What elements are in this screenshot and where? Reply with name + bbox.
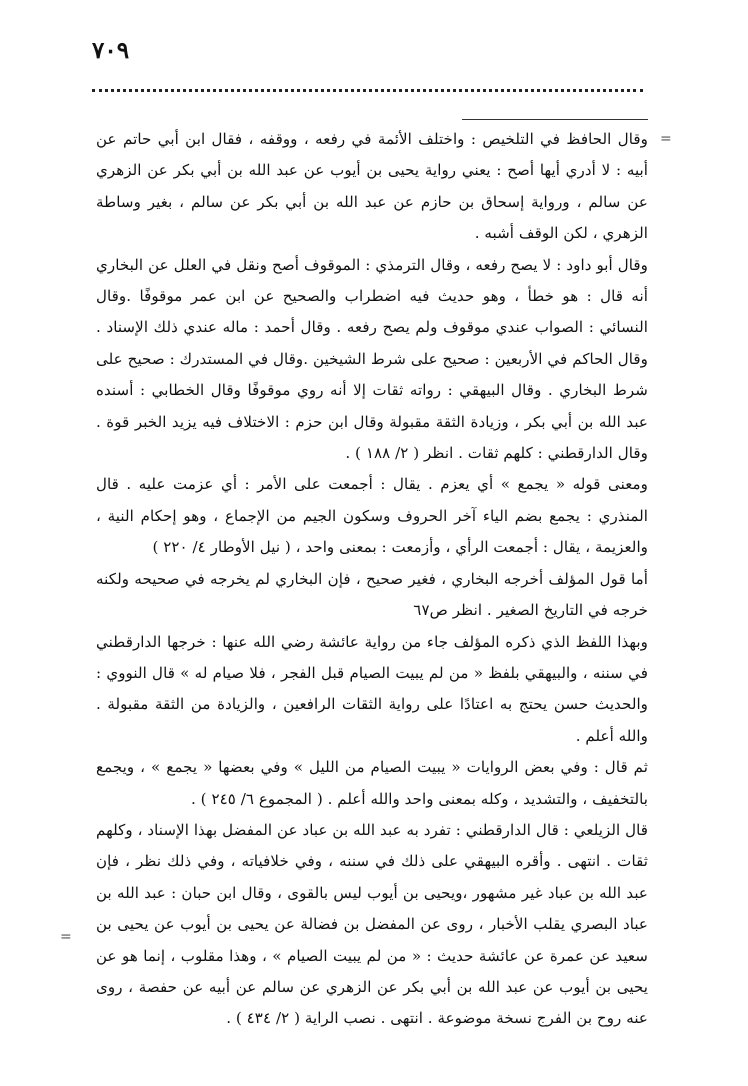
paragraph-aisha-narration: وبهذا اللفظ الذي ذكره المؤلف جاء من رواية عائشة رضي الله عنها : خرجها الدارقطني في سننه ، والبيهقي بلفظ « من لم يبيت الصيام قبل الفجر ، فلا صيام له » قال النووي : والحديث حسن يحتج به اعتادًا على رواية الثقات الرافعين ، والزيادة من الثقة مقبولة . والله أعلم . xyxy=(96,632,648,745)
footnote-body xyxy=(96,124,648,1035)
paragraph-abu-dawud: وقال أبو داود : لا يصح رفعه ، وقال الترمذي : الموقوف أصح ونقل في العلل عن البخاري أنه قال : هو خطأ ، وهو حديث فيه اضطراب والصحيح عن ابن عمر موقوفًا .وقال النسائي : الصواب عندي موقوف ولم يصح رفعه . وقال أحمد : ماله عندي ذلك الإسناد . وقال الحاكم في الأربعين : صحيح على شرط الشيخين .وقال في المستدرك : صحيح على شرط البخاري . وقال البيهقي : رواته ثقات إلا أنه روي موقوفًا وقال الخطابي : أسنده عبد الله بن أبي بكر ، وزيادة الثقة مقبولة وقال ابن حزم : الاختلاف فيه يزيد الخبر قوة . وقال الدارقطني : كلهم ثقات . انظر ( ٢/ ١٨٨ ) . xyxy=(96,255,648,463)
paragraph-talkhis: وقال الحافظ في التلخيص : واختلف الأئمة في رفعه ، ووقفه ، فقال ابن أبي حاتم عن أبيه : لا أدري أيها أصح : يعني رواية يحيى بن أيوب عن عبد الله بن أبي بكر عن الزهري عن سالم ، ورواية إسحاق بن حازم عن عبد الله بن أبي بكر عن سالم ، بغير وساطة الزهري ، لكن الوقف أشبه . xyxy=(96,130,648,243)
continuation-mark-bottom: = xyxy=(60,929,72,945)
paragraph-zaylai: قال الزيلعي : قال الدارقطني : تفرد به عبد الله بن عباد عن المفضل بهذا الإسناد ، وكلهم ثقات . انتهى . وأقره البيهقي على ذلك في سننه ، وفي خلافياته ، وفي ذلك نظر ، فإن عبد الله بن عباد غير مشهور ،ويحيى بن أيوب ليس بالقوى ، وقال ابن حبان : عبد الله بن عباد البصري يقلب الأخبار ، روى عن المفضل بن فضالة عن يحيى بن أيوب عن يحيى بن سعيد عن عمرة عن عائشة حديث : « من لم يبيت الصيام » ، وهذا مقلوب ، إنما هو عن يحيى بن أيوب عن عبد الله بن أبي بكر عن الزهري عن سالم عن أبيه عن حفصة ، روى عنه روح بن الفرج نسخة موضوعة . انتهى . نصب الراية ( ٢/ ٤٣٤ ) . xyxy=(96,820,648,1028)
footnote-separator-rule xyxy=(462,119,648,120)
paragraph-bukhari-note: أما قول المؤلف أخرجه البخاري ، فغير صحيح ، فإن البخاري لم يخرجه في صحيحه ولكنه خرجه في التاريخ الصغير . انظر ص٦٧ xyxy=(96,569,648,620)
continuation-mark-top: = xyxy=(660,131,672,147)
paragraph-nawawi: ثم قال : وفي بعض الروايات « يبيت الصيام من الليل » وفي بعضها « يجمع » ، ويجمع بالتخفيف ، والتشديد ، وكله بمعنى واحد والله أعلم . ( المجموع ٦/ ٢٤٥ ) . xyxy=(96,758,648,808)
page-number: ٧٠٩ xyxy=(92,37,130,64)
paragraph-meaning-yajmaa: ومعنى قوله « يجمع » أي يعزم . يقال : أجمعت على الأمر : أي عزمت عليه . قال المنذري : يجمع بضم الياء آخر الحروف وسكون الجيم من الإجماع ، وهو إحكام النية ، والعزيمة ، يقال : أجمعت الرأي ، وأزمعت : بمعنى واحد ، ( نيل الأوطار ٤/ ٢٢٠ ) xyxy=(96,475,648,557)
header-dotted-rule xyxy=(92,89,643,92)
